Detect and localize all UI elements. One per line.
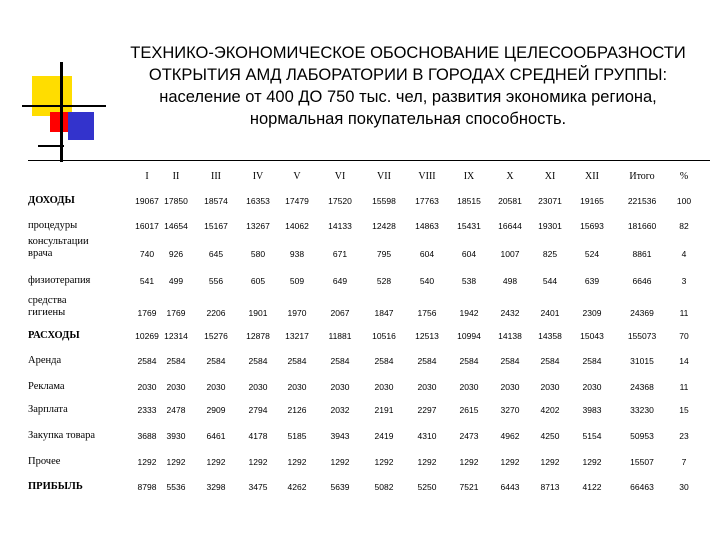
table-cell: 16353 [246,196,270,206]
table-cell: 10516 [372,331,396,341]
row-label-line: гигиены [28,307,66,318]
title-line-1: ТЕХНИКО-ЭКОНОМИЧЕСКОЕ ОБОСНОВАНИЕ ЦЕЛЕСООБРАЗНОСТИ [130,44,686,62]
table-cell: 33230 [630,405,654,415]
table-cell: 3943 [330,431,350,441]
table-cell: 2584 [540,356,560,366]
table-cell: 2333 [137,405,157,415]
table-cell: 5250 [417,482,437,492]
column-header: IX [463,171,475,182]
table-cell: 15043 [580,331,604,341]
table-cell: 2030 [206,382,226,392]
table-cell: 2191 [374,405,394,415]
table-cell: 1942 [459,308,479,318]
table-cell: 2584 [248,356,268,366]
table-cell: 82 [679,221,689,231]
table-cell: 7521 [459,482,479,492]
table-cell: 16644 [498,221,522,231]
table-cell: 2478 [166,405,186,415]
table-cell: 4 [681,249,687,259]
row-label-line: физиотерапия [28,275,91,286]
row-label [28,430,95,442]
table-cell: 1769 [137,308,157,318]
table-cell: 100 [676,196,692,206]
table-cell: 1292 [137,457,157,467]
table-cell: 5536 [166,482,186,492]
yellow-square-decoration [32,76,72,116]
row-label [28,236,89,260]
table-cell: 740 [139,249,155,259]
table-cell: 14062 [285,221,309,231]
table-cell: 14654 [164,221,188,231]
table-cell: 1292 [582,457,602,467]
table-cell: 2615 [459,405,479,415]
table-cell: 2584 [287,356,307,366]
table-cell: 1901 [248,308,268,318]
table-cell: 1769 [166,308,186,318]
table-cell: 2030 [417,382,437,392]
table-cell: 5639 [330,482,350,492]
table-cell: 4122 [582,482,602,492]
table-cell: 18515 [457,196,481,206]
table-cell: 5082 [374,482,394,492]
table-cell: 671 [332,249,348,259]
column-header: III [211,171,221,182]
table-cell: 2030 [330,382,350,392]
row-label-line: РАСХОДЫ [28,330,80,341]
table-cell: 1007 [500,249,520,259]
table-cell: 1292 [417,457,437,467]
table-cell: 2126 [287,405,307,415]
table-cell: 2401 [540,308,560,318]
table-cell: 2584 [459,356,479,366]
table-cell: 604 [461,249,477,259]
table-cell: 6646 [632,276,652,286]
blue-square-decoration [68,112,94,140]
table-cell: 926 [168,249,184,259]
table-cell: 2419 [374,431,394,441]
table-cell: 499 [168,276,184,286]
title-line-2: ОТКРЫТИЯ АМД ЛАБОРАТОРИИ В ГОРОДАХ СРЕДНЕЙ ГРУППЫ: [148,66,668,84]
table-cell: 8798 [137,482,157,492]
table-cell: 6443 [500,482,520,492]
table-cell: 23071 [538,196,562,206]
column-header: V [293,171,301,182]
row-label [28,195,75,207]
row-label [28,355,61,367]
table-cell: 825 [542,249,558,259]
table-cell: 2473 [459,431,479,441]
table-cell: 2030 [248,382,268,392]
table-cell: 3298 [206,482,226,492]
table-cell: 2206 [206,308,226,318]
table-cell: 2432 [500,308,520,318]
table-cell: 544 [542,276,558,286]
table-cell: 2030 [459,382,479,392]
table-cell: 2030 [582,382,602,392]
table-cell: 604 [419,249,435,259]
table-cell: 15507 [630,457,654,467]
table-cell: 4202 [540,405,560,415]
table-cell: 1292 [287,457,307,467]
table-cell: 3688 [137,431,157,441]
table-cell: 2584 [582,356,602,366]
table-cell: 14133 [328,221,352,231]
table-cell: 1847 [374,308,394,318]
row-label-line: процедуры [28,220,78,231]
table-cell: 15167 [204,221,228,231]
table-cell: 2030 [500,382,520,392]
column-header: % [679,171,689,182]
row-label [28,275,90,287]
table-cell: 1292 [459,457,479,467]
table-cell: 580 [250,249,266,259]
table-cell: 2584 [417,356,437,366]
table-cell: 50953 [630,431,654,441]
table-cell: 12314 [164,331,188,341]
table-cell: 6461 [206,431,226,441]
table-cell: 2584 [500,356,520,366]
table-cell: 509 [289,276,305,286]
table-cell: 4250 [540,431,560,441]
table-cell: 17479 [285,196,309,206]
row-label [28,220,77,232]
row-label-line: врача [28,248,53,259]
table-cell: 19301 [538,221,562,231]
table-cell: 524 [584,249,600,259]
table-cell: 3 [681,276,687,286]
table-cell: 155073 [627,331,657,341]
table-cell: 18574 [204,196,228,206]
table-cell: 15 [679,405,689,415]
row-label-line: консультации [28,236,89,247]
table-cell: 1292 [374,457,394,467]
table-cell: 2584 [166,356,186,366]
table-cell: 13217 [285,331,309,341]
row-label [28,404,68,416]
table-cell: 556 [208,276,224,286]
column-header: Итого [629,171,655,182]
table-cell: 11881 [328,331,352,341]
table-cell: 2909 [206,405,226,415]
table-cell: 14358 [538,331,562,341]
table-cell: 4178 [248,431,268,441]
table-cell: 3475 [248,482,268,492]
table-cell: 2309 [582,308,602,318]
row-label-line: Аренда [28,355,62,366]
table-cell: 10269 [135,331,159,341]
table-cell: 12878 [246,331,270,341]
table-cell: 541 [139,276,155,286]
table-cell: 4262 [287,482,307,492]
table-cell: 938 [289,249,305,259]
table-cell: 7 [681,457,687,467]
row-label [28,330,80,342]
column-header: VIII [418,171,436,182]
table-cell: 538 [461,276,477,286]
table-cell: 1292 [248,457,268,467]
table-cell: 30 [679,482,689,492]
table-cell: 14863 [415,221,439,231]
short-line-decoration [38,145,64,147]
table-cell: 2584 [206,356,226,366]
table-cell: 5154 [582,431,602,441]
table-cell: 649 [332,276,348,286]
table-cell: 2584 [137,356,157,366]
table-cell: 14 [679,356,689,366]
row-label-line: Реклама [28,381,65,392]
table-cell: 1292 [540,457,560,467]
horizontal-line-decoration [22,105,106,107]
table-cell: 2794 [248,405,268,415]
row-label [28,295,67,319]
table-cell: 540 [419,276,435,286]
table-cell: 221536 [627,196,657,206]
table-cell: 3270 [500,405,520,415]
table-cell: 17763 [415,196,439,206]
table-cell: 12428 [372,221,396,231]
table-cell: 23 [679,431,689,441]
table-cell: 2030 [374,382,394,392]
table-cell: 2297 [417,405,437,415]
row-label-line: Закупка товара [28,430,96,441]
row-label-line: Прочее [28,456,61,467]
table-cell: 2067 [330,308,350,318]
column-header: IV [252,171,264,182]
column-header: VI [334,171,346,182]
title-line-3: население от 400 ДО 750 тыс. чел, развития экономика региона, [159,88,657,106]
row-label [28,481,83,493]
column-header: XII [585,171,599,182]
table-cell: 11 [679,308,689,318]
title-line-4: нормальная покупательная способность. [249,110,567,128]
table-cell: 2030 [166,382,186,392]
table-cell: 498 [502,276,518,286]
table-cell: 2584 [374,356,394,366]
table-cell: 3930 [166,431,186,441]
row-label-line: средства [28,295,67,306]
table-cell: 2030 [137,382,157,392]
table-cell: 24369 [630,308,654,318]
table-cell: 14138 [498,331,522,341]
table-cell: 13267 [246,221,270,231]
table-cell: 70 [679,331,689,341]
table-cell: 1292 [166,457,186,467]
row-label-line: Зарплата [28,404,68,415]
table-cell: 15276 [204,331,228,341]
table-cell: 1756 [417,308,437,318]
table-cell: 645 [208,249,224,259]
table-cell: 15431 [457,221,481,231]
table-cell: 31015 [630,356,654,366]
table-cell: 11 [679,382,689,392]
row-label [28,456,60,468]
table-cell: 66463 [630,482,654,492]
table-cell: 4962 [500,431,520,441]
table-cell: 15598 [372,196,396,206]
table-cell: 15693 [580,221,604,231]
column-header: VII [377,171,391,182]
table-cell: 1970 [287,308,307,318]
table-cell: 1292 [330,457,350,467]
table-cell: 795 [376,249,392,259]
column-header: XI [544,171,556,182]
table-cell: 24368 [630,382,654,392]
column-header: X [506,171,514,182]
table-cell: 2030 [287,382,307,392]
table-cell: 3983 [582,405,602,415]
row-label-line: ДОХОДЫ [28,195,75,206]
table-cell: 181660 [627,221,657,231]
page-title [106,42,710,130]
table-cell: 5185 [287,431,307,441]
row-label [28,381,65,393]
table-cell: 639 [584,276,600,286]
table-cell: 8861 [632,249,652,259]
column-header: I [145,171,149,182]
table-cell: 4310 [417,431,437,441]
table-cell: 8713 [540,482,560,492]
table-cell: 528 [376,276,392,286]
table-cell: 17850 [164,196,188,206]
table-cell: 19067 [135,196,159,206]
vertical-line-decoration [60,62,63,162]
table-cell: 605 [250,276,266,286]
row-label-line: ПРИБЫЛЬ [28,481,83,492]
table-cell: 12513 [415,331,439,341]
table-top-rule [28,160,710,161]
table-cell: 2030 [540,382,560,392]
table-cell: 1292 [206,457,226,467]
table-cell: 19165 [580,196,604,206]
table-cell: 1292 [500,457,520,467]
table-cell: 20581 [498,196,522,206]
table-cell: 17520 [328,196,352,206]
table-cell: 2584 [330,356,350,366]
column-header: II [172,171,180,182]
table-cell: 2032 [330,405,350,415]
table-cell: 10994 [457,331,481,341]
table-cell: 16017 [135,221,159,231]
